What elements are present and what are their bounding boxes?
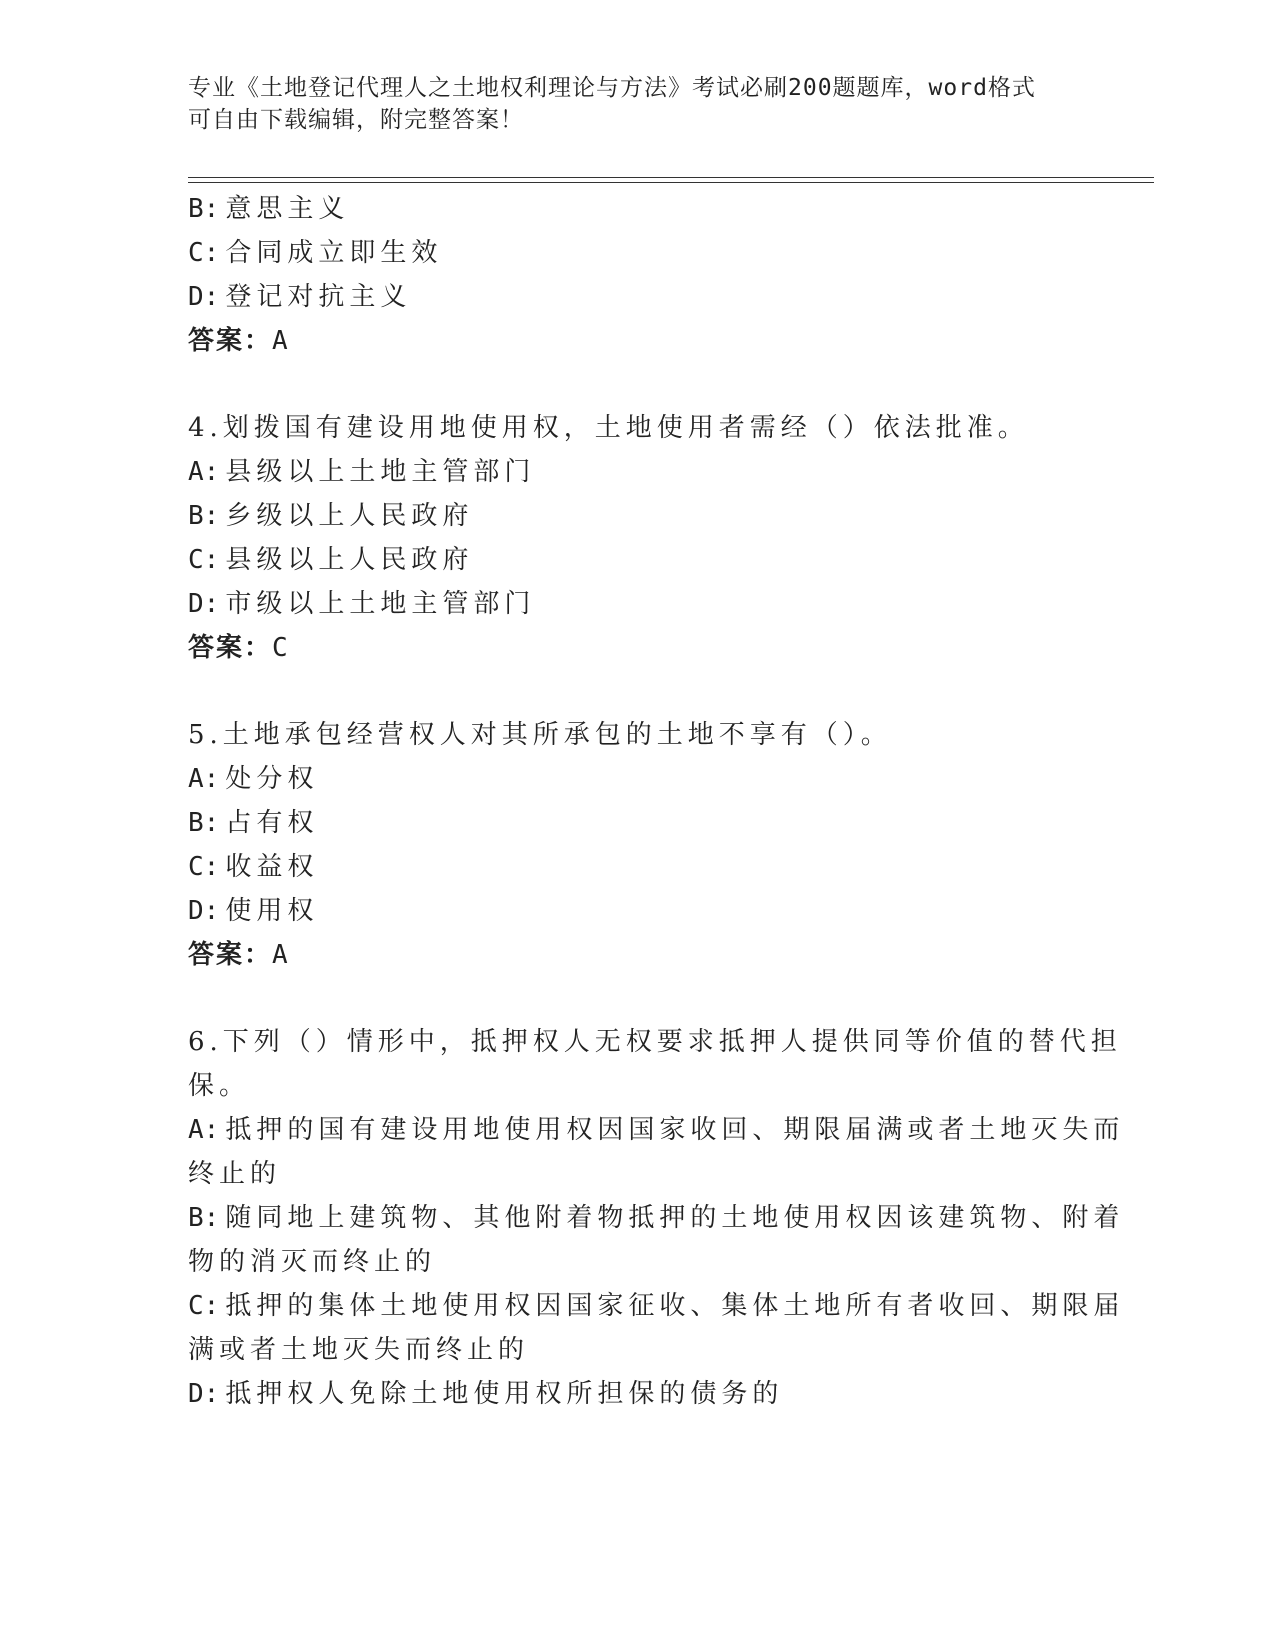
option-text: 使用权 xyxy=(225,896,319,926)
option-label: A: xyxy=(188,457,220,487)
option-text: 处分权 xyxy=(225,764,319,794)
q6-option-c xyxy=(188,1289,1124,1323)
q4-answer xyxy=(188,631,290,665)
option-label: C: xyxy=(188,1291,220,1321)
option-label: C: xyxy=(188,852,220,882)
answer-label: 答案： xyxy=(188,326,273,356)
option-text: 占有权 xyxy=(225,808,319,838)
option-label: D: xyxy=(188,589,220,619)
q3-option-b xyxy=(188,192,349,226)
option-label: A: xyxy=(188,1115,220,1145)
q4-stem: 4.划拨国有建设用地使用权，土地使用者需经（）依法批准。 xyxy=(188,413,1029,443)
option-text: 意思主义 xyxy=(225,194,350,224)
q6-stem-line-1: 6.下列（）情形中，抵押权人无权要求抵押人提供同等价值的替代担 xyxy=(188,1027,1122,1057)
option-label: B: xyxy=(188,194,220,224)
q6-option-b-cont: 物的消灭而终止的 xyxy=(188,1247,437,1277)
answer-label: 答案： xyxy=(188,633,273,663)
q5-option-c xyxy=(188,850,318,884)
option-label: B: xyxy=(188,501,220,531)
q3-option-c xyxy=(188,236,442,270)
document-header xyxy=(188,72,1088,136)
q6-option-b xyxy=(188,1201,1124,1235)
answer-value: A xyxy=(272,940,290,970)
option-text: 乡级以上人民政府 xyxy=(225,501,474,531)
header-divider-top xyxy=(188,177,1154,178)
option-text: 县级以上土地主管部门 xyxy=(225,457,536,487)
q4-option-b xyxy=(188,499,473,533)
q5-option-b xyxy=(188,806,318,840)
option-text: 市级以上土地主管部门 xyxy=(225,589,536,619)
answer-value: A xyxy=(272,326,290,356)
q3-answer xyxy=(188,324,290,358)
option-label: D: xyxy=(188,282,220,312)
header-line-2: 可自由下载编辑，附完整答案！ xyxy=(188,107,524,133)
header-line-1: 专业《土地登记代理人之土地权利理论与方法》考试必刷200题题库，word格式 xyxy=(188,75,1036,101)
q5-option-d xyxy=(188,894,318,928)
q6-option-a xyxy=(188,1113,1124,1147)
option-text: 合同成立即生效 xyxy=(225,238,443,268)
option-text: 抵押的集体土地使用权因国家征收、集体土地所有者收回、期限届 xyxy=(225,1291,1125,1321)
option-label: D: xyxy=(188,896,220,926)
q6-option-a-cont: 终止的 xyxy=(188,1159,282,1189)
answer-label: 答案： xyxy=(188,940,273,970)
option-text: 县级以上人民政府 xyxy=(225,545,474,575)
q5-stem: 5.土地承包经营权人对其所承包的土地不享有（）。 xyxy=(188,720,892,750)
option-label: D: xyxy=(188,1379,220,1409)
q4-option-a xyxy=(188,455,535,489)
q5-answer xyxy=(188,938,290,972)
option-label: C: xyxy=(188,238,220,268)
q6-stem-line-2: 保。 xyxy=(188,1071,251,1101)
option-label: C: xyxy=(188,545,220,575)
option-text: 登记对抗主义 xyxy=(225,282,412,312)
option-text: 收益权 xyxy=(225,852,319,882)
q5-option-a xyxy=(188,762,318,796)
q3-option-d xyxy=(188,280,411,314)
option-label: B: xyxy=(188,1203,220,1233)
option-label: B: xyxy=(188,808,220,838)
q4-option-d xyxy=(188,587,535,621)
q6-option-c-cont: 满或者土地灭失而终止的 xyxy=(188,1335,530,1365)
header-divider-bottom xyxy=(188,182,1154,183)
q4-option-c xyxy=(188,543,473,577)
option-text: 抵押权人免除土地使用权所担保的债务的 xyxy=(225,1379,784,1409)
option-text: 抵押的国有建设用地使用权因国家收回、期限届满或者土地灭失而 xyxy=(225,1115,1125,1145)
option-text: 随同地上建筑物、其他附着物抵押的土地使用权因该建筑物、附着 xyxy=(225,1203,1125,1233)
answer-value: C xyxy=(272,633,290,663)
option-label: A: xyxy=(188,764,220,794)
q6-option-d xyxy=(188,1377,783,1411)
